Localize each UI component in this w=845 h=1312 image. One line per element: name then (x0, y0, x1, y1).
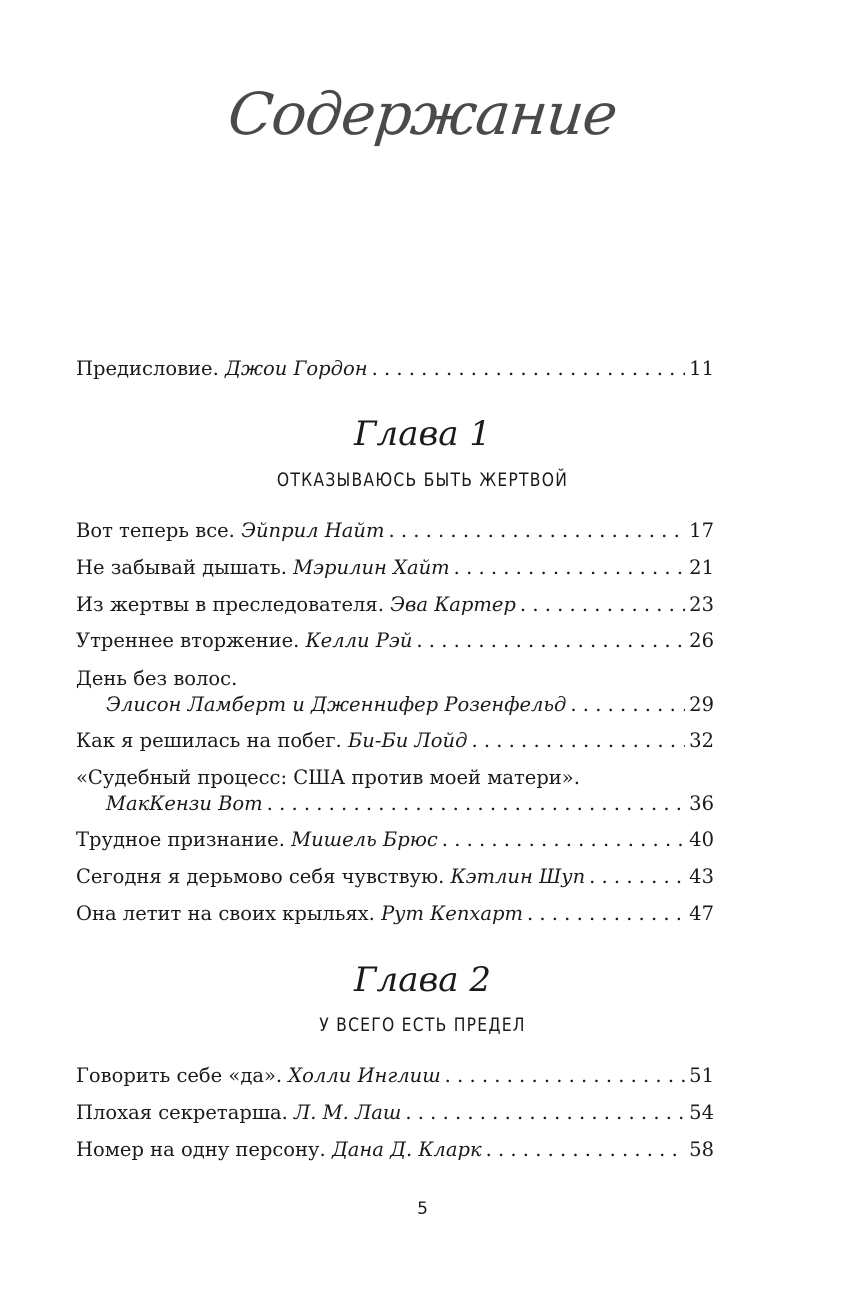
entry-author: Би-Би Лойд (347, 729, 468, 752)
toc-entry-preface[interactable] (76, 356, 714, 382)
entry-text: Номер на одну персону. (76, 1138, 326, 1161)
entry-text: Она летит на своих крыльях. (76, 902, 375, 925)
toc-entry[interactable] (76, 1100, 714, 1126)
entry-page: 21 (689, 556, 714, 579)
entry-text: Плохая секретарша. (76, 1101, 288, 1124)
entry-text: Утреннее вторжение. (76, 629, 300, 652)
entry-author: Эйприл Найт (241, 519, 385, 542)
entry-text: Из жертвы в преследователя. (76, 593, 384, 616)
entry-text: Трудное признание. (76, 828, 285, 851)
dot-leader (416, 628, 685, 654)
entry-author: Элисон Ламберт и Дженнифер Розенфельд (106, 693, 567, 716)
entry-page: 32 (689, 729, 714, 752)
entry-page: 40 (689, 828, 714, 851)
toc-entry[interactable] (76, 628, 714, 654)
chapter-1-title: ОТКАЗЫВАЮСЬ БЫТЬ ЖЕРТВОЙ (276, 469, 569, 491)
toc-entry[interactable] (76, 555, 714, 581)
entry-page: 26 (689, 629, 714, 652)
dot-leader (471, 728, 685, 754)
entry-text: Сегодня я дерьмово себя чувствую. (76, 865, 445, 888)
entry-text: Не забывай дышать. (76, 556, 287, 579)
dot-leader (527, 901, 685, 927)
toc-entry[interactable] (76, 765, 714, 817)
entry-author: Дана Д. Кларк (331, 1138, 482, 1161)
entry-author: Мэрилин Хайт (293, 556, 450, 579)
dot-leader (589, 864, 685, 890)
entry-page: 11 (689, 357, 714, 380)
entry-page: 36 (689, 792, 714, 815)
entry-author: Холли Инглиш (288, 1064, 441, 1087)
dot-leader (372, 356, 686, 382)
toc-entry[interactable] (76, 728, 714, 754)
entry-text: Как я решилась на побег. (76, 729, 342, 752)
entry-author: Кэтлин Шуп (450, 865, 586, 888)
entry-page: 58 (689, 1138, 714, 1161)
dot-leader (388, 518, 685, 544)
entry-author: Мишель Брюс (291, 828, 438, 851)
entry-text: День без волос. (76, 667, 238, 690)
toc-entry[interactable] (76, 518, 714, 544)
dot-leader (520, 592, 685, 618)
toc-entry[interactable] (76, 827, 714, 853)
entry-page: 47 (689, 902, 714, 925)
entry-text: «Судебный процесс: США против моей матери». (76, 766, 580, 789)
entry-page: 17 (689, 519, 714, 542)
entry-author: МакКензи Вот (106, 792, 263, 815)
entry-author: Джои Гордон (225, 357, 368, 380)
toc-entry[interactable] (76, 864, 714, 890)
entry-page: 51 (689, 1064, 714, 1087)
entry-text: Говорить себе «да». (76, 1064, 283, 1087)
toc-entry[interactable] (76, 1137, 714, 1163)
entry-page: 23 (689, 593, 714, 616)
entry-author: Рут Кепхарт (381, 902, 523, 925)
entry-page: 54 (689, 1101, 714, 1124)
entry-author: Л. М. Лаш (293, 1101, 402, 1124)
chapter-1-label: Глава 1 (354, 414, 491, 454)
toc-entry[interactable] (76, 1063, 714, 1089)
entry-text: Предисловие. (76, 357, 219, 380)
entry-page: 29 (689, 693, 714, 716)
dot-leader (486, 1137, 686, 1163)
page-number: 5 (417, 1199, 428, 1219)
chapter-2-label: Глава 2 (354, 960, 491, 1000)
dot-leader (454, 555, 686, 581)
chapter-2-title: У ВСЕГО ЕСТЬ ПРЕДЕЛ (319, 1014, 526, 1036)
dot-leader (405, 1100, 685, 1126)
toc-entry[interactable] (76, 592, 714, 618)
toc-entry[interactable] (76, 901, 714, 927)
dot-leader (442, 827, 685, 853)
dot-leader (570, 692, 685, 718)
entry-author: Келли Рэй (305, 629, 413, 652)
entry-author: Эва Картер (390, 593, 516, 616)
dot-leader (445, 1063, 686, 1089)
entry-page: 43 (689, 865, 714, 888)
toc-entry[interactable] (76, 666, 714, 718)
entry-text: Вот теперь все. (76, 519, 235, 542)
page-title: Содержание (224, 80, 621, 148)
dot-leader (267, 791, 686, 817)
